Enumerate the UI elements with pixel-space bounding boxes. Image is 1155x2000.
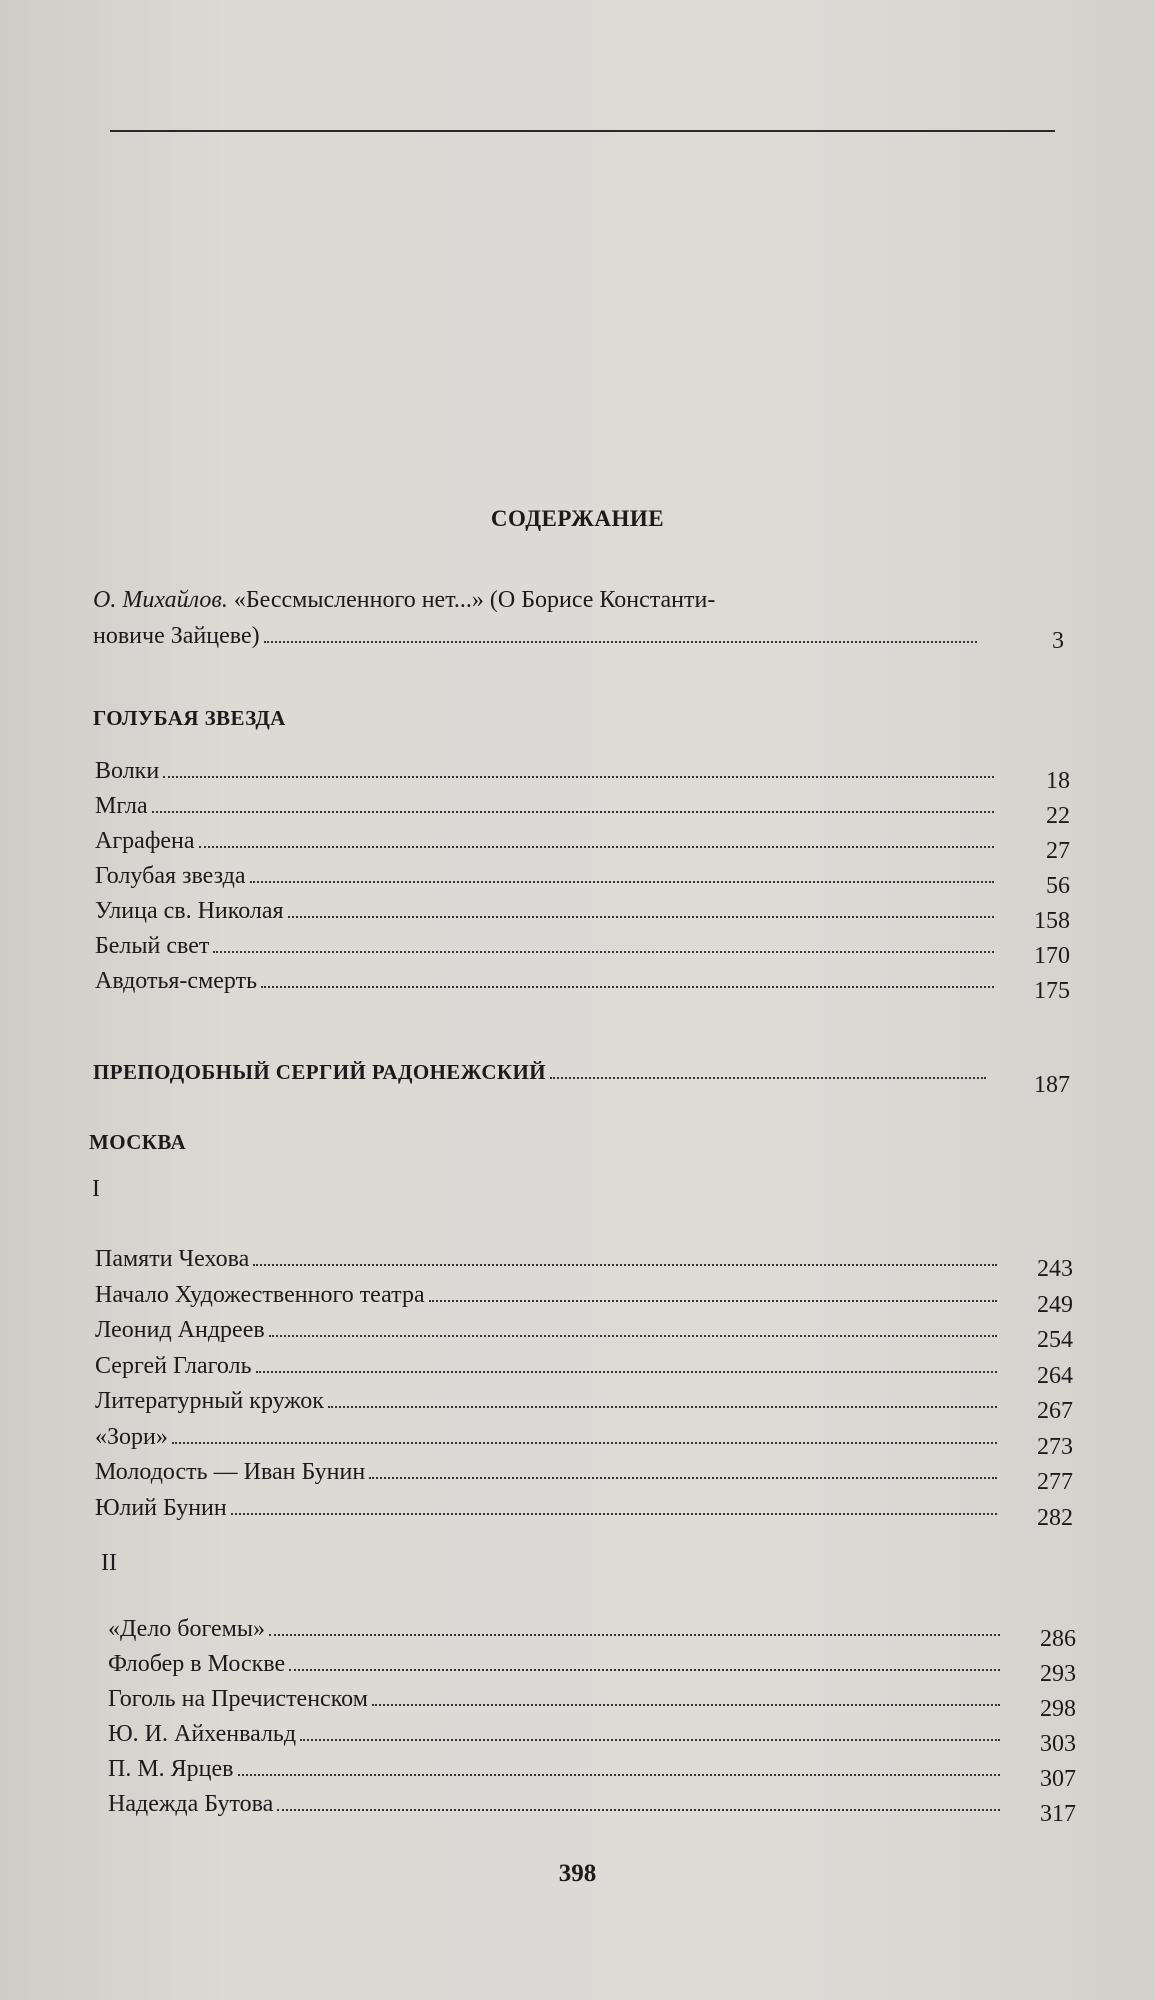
entry-title: Сергей Глаголь <box>95 1352 252 1379</box>
page-number: 18 <box>1046 768 1070 794</box>
toc-entry <box>95 793 1070 828</box>
section-heading-golubaya-zvezda: ГОЛУБАЯ ЗВЕЗДА <box>93 706 286 730</box>
entry-title: Ю. И. Айхенвальд <box>108 1721 297 1747</box>
toc-entry <box>95 1246 1073 1282</box>
intro-author: О. Михайлов. <box>93 587 228 613</box>
header-rule <box>110 130 1055 132</box>
section2-entry <box>93 1060 1070 1100</box>
toc-entry <box>108 1791 1076 1826</box>
toc-entry <box>95 1388 1073 1424</box>
entry-title: Голубая звезда <box>95 863 246 889</box>
intro-entry <box>93 582 983 654</box>
entry-title: Улица св. Николая <box>95 898 284 924</box>
page-number: 56 <box>1046 873 1070 899</box>
page-number: 187 <box>1034 1072 1070 1098</box>
leader-dots <box>256 1371 997 1373</box>
toc-entry <box>95 1495 1073 1531</box>
page-number: 267 <box>1037 1398 1073 1424</box>
leader-dots <box>328 1406 997 1408</box>
toc-entry <box>108 1756 1076 1791</box>
toc-entry <box>95 933 1070 968</box>
leader-dots <box>277 1809 1000 1811</box>
entry-title: Памяти Чехова <box>95 1246 250 1272</box>
page-number: 249 <box>1037 1291 1073 1318</box>
leader-dots <box>163 776 994 778</box>
entry-title: Белый свет <box>95 933 210 959</box>
toc-entry <box>95 1424 1073 1460</box>
toc-entry <box>95 1282 1073 1318</box>
leader-dots <box>152 811 994 813</box>
part-numeral-1: I <box>92 1176 100 1202</box>
page-number: 170 <box>1034 943 1070 969</box>
toc-entry <box>108 1616 1076 1651</box>
page-number: 158 <box>1034 908 1070 934</box>
page-number: 293 <box>1040 1661 1076 1687</box>
leader-dots <box>289 1669 1000 1671</box>
leader-dots <box>269 1335 997 1337</box>
leader-dots <box>264 641 977 643</box>
toc-entry <box>108 1686 1076 1721</box>
page-number: 254 <box>1037 1327 1073 1353</box>
entry-title: Литературный кружок <box>95 1388 324 1414</box>
page-number: 307 <box>1040 1766 1076 1792</box>
leader-dots <box>238 1774 1000 1776</box>
page-number: 264 <box>1037 1362 1073 1389</box>
entry-title: Мгла <box>95 793 148 819</box>
entry-title: Волки <box>95 758 160 784</box>
leader-dots <box>231 1513 997 1515</box>
moskva-part2-entries <box>108 1616 1076 1826</box>
leader-dots <box>261 986 994 988</box>
entry-title: Начало Художественного театра <box>95 1281 425 1308</box>
section1-entries <box>95 758 1070 1003</box>
toc-entry <box>95 898 1070 933</box>
leader-dots <box>172 1442 997 1444</box>
entry-title: «Дело богемы» <box>108 1616 265 1642</box>
entry-title: «Зори» <box>95 1423 168 1450</box>
leader-dots <box>250 881 994 883</box>
entry-title: Молодость — Иван Бунин <box>95 1459 366 1485</box>
page-number: 22 <box>1046 803 1070 829</box>
leader-dots <box>269 1634 1000 1636</box>
leader-dots <box>253 1264 997 1266</box>
intro-text-line2: новиче Зайцеве) <box>93 623 260 649</box>
toc-entry <box>108 1651 1076 1686</box>
page-number: 273 <box>1037 1433 1073 1460</box>
toc-entry <box>95 1353 1073 1389</box>
page-folio: 398 <box>558 1860 597 1887</box>
leader-dots <box>429 1300 997 1302</box>
leader-dots <box>213 951 994 953</box>
entry-title: Юлий Бунин <box>95 1494 227 1521</box>
page-number: 175 <box>1034 978 1070 1004</box>
leader-dots <box>369 1477 997 1479</box>
leader-dots <box>300 1739 1000 1741</box>
page-number: 282 <box>1037 1504 1073 1531</box>
page-number: 277 <box>1037 1469 1073 1495</box>
page-title: СОДЕРЖАНИЕ <box>490 506 665 531</box>
entry-title: Аграфена <box>95 828 195 854</box>
page-number: 27 <box>1046 838 1070 864</box>
entry-title: Авдотья-смерть <box>95 968 258 994</box>
page-number: 243 <box>1037 1256 1073 1282</box>
entry-title: Флобер в Москве <box>108 1651 286 1677</box>
toc-entry <box>95 968 1070 1003</box>
section-heading-sergiy: ПРЕПОДОБНЫЙ СЕРГИЙ РАДОНЕЖСКИЙ <box>93 1060 547 1084</box>
moskva-part1-entries <box>95 1246 1073 1530</box>
leader-dots <box>372 1704 1000 1706</box>
toc-entry <box>108 1721 1076 1756</box>
toc-entry <box>95 758 1070 793</box>
page-number: 298 <box>1040 1696 1076 1722</box>
toc-entry <box>95 1317 1073 1353</box>
entry-title: Надежда Бутова <box>108 1791 274 1817</box>
toc-entry <box>95 828 1070 863</box>
leader-dots <box>550 1077 986 1079</box>
intro-page-number: 3 <box>1052 628 1064 654</box>
part-numeral-2: II <box>101 1550 117 1576</box>
intro-text-line1: «Бессмысленного нет...» (О Борисе Константи- <box>233 587 716 613</box>
page-number: 317 <box>1040 1801 1076 1827</box>
entry-title: Леонид Андреев <box>95 1317 265 1343</box>
entry-title: П. М. Ярцев <box>108 1756 234 1782</box>
page-number: 286 <box>1040 1626 1076 1652</box>
page-number: 303 <box>1040 1731 1076 1757</box>
toc-entry <box>95 863 1070 898</box>
leader-dots <box>199 846 994 848</box>
toc-entry <box>93 1060 1070 1100</box>
leader-dots <box>288 916 994 918</box>
entry-title: Гоголь на Пречистенском <box>108 1686 368 1712</box>
section-heading-moskva: МОСКВА <box>89 1130 187 1154</box>
toc-entry <box>95 1459 1073 1495</box>
